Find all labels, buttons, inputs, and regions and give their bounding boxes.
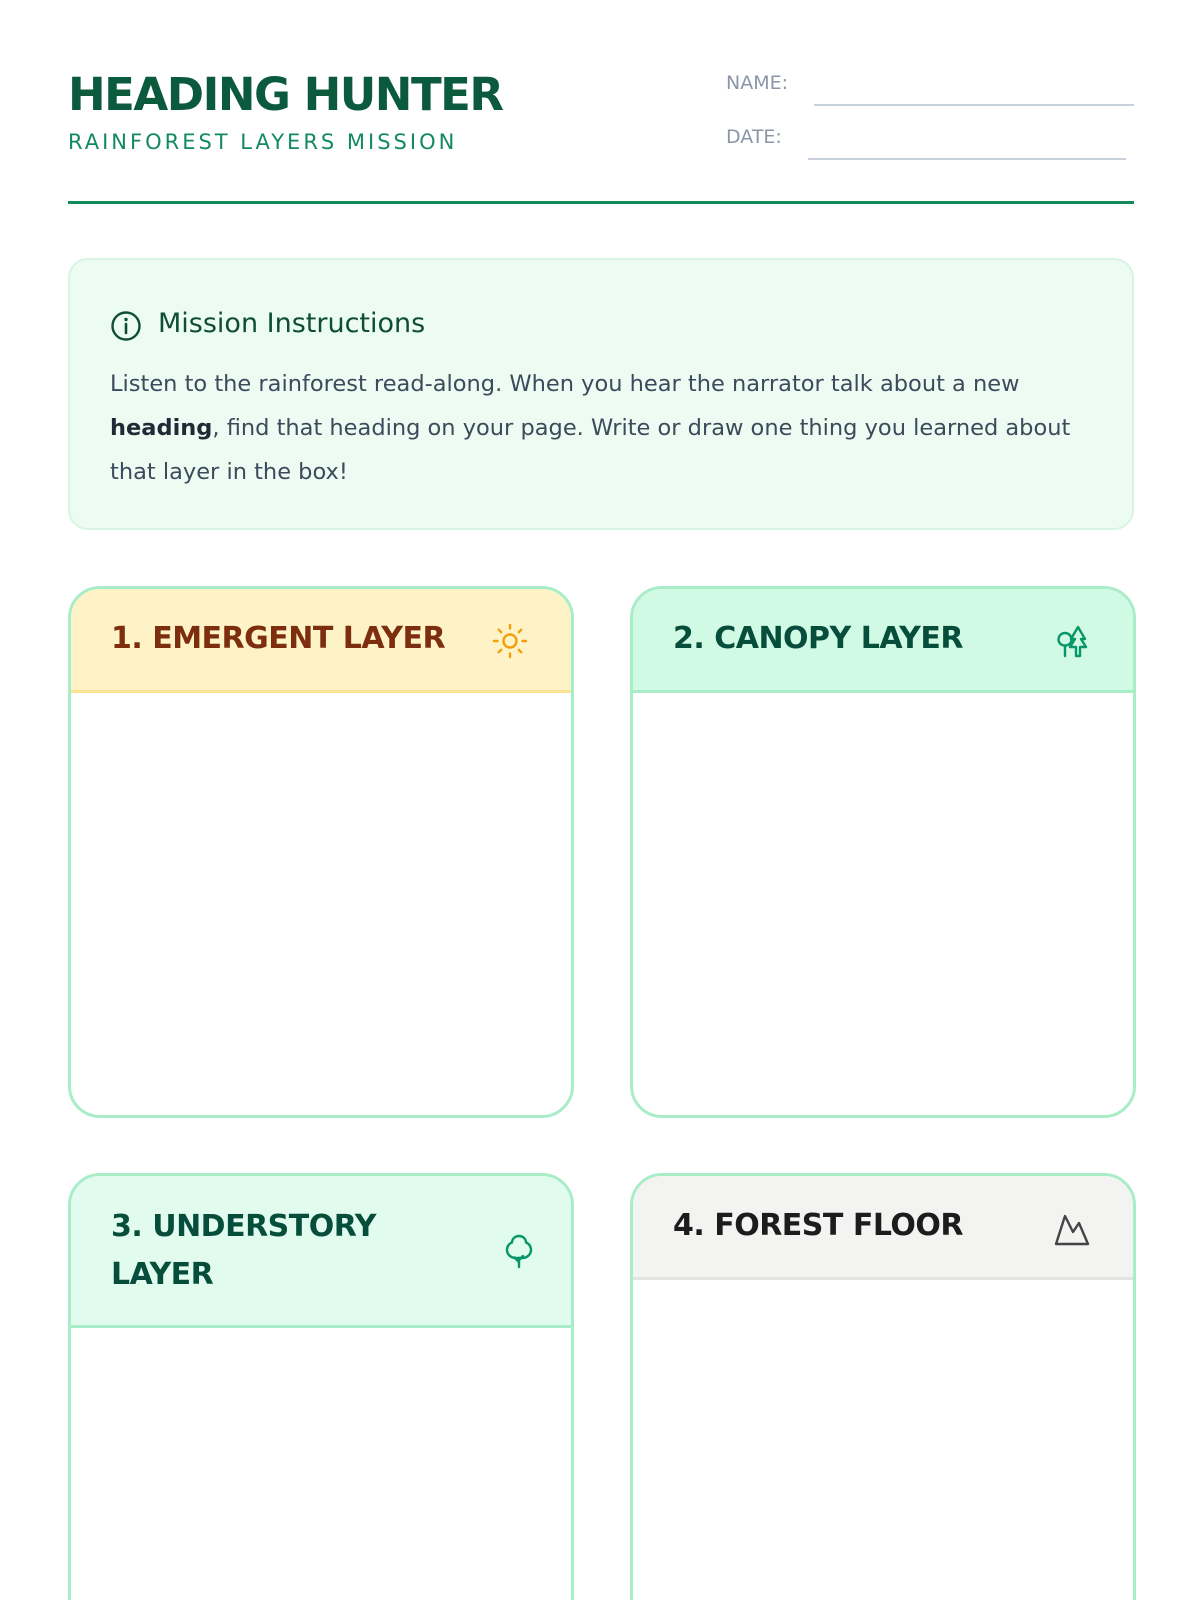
instructions-text-part: Listen to the rainforest read-along. When you hear the narrator talk about a new [110,371,1020,397]
date-label: DATE: [726,126,782,148]
layer-card-header [71,589,571,693]
answer-box-canopy[interactable] [633,696,1133,1115]
date-field[interactable] [808,158,1126,160]
worksheet-header [68,0,1134,205]
layer-card-header [633,1176,1133,1280]
layer-card-forest-floor [630,1173,1136,1600]
answer-box-understory[interactable] [71,1331,571,1600]
layer-card-header [633,589,1133,693]
header-divider [68,201,1134,204]
tree-icon [502,1233,536,1269]
instructions-text-part: , find that heading on your page. Write or draw one thing you learned about that layer in the box! [110,415,1071,485]
sun-icon [491,622,529,660]
page-subtitle: RAINFOREST LAYERS MISSION [68,130,458,154]
info-circle-icon [110,310,142,342]
name-label: NAME: [726,72,789,94]
layer-card-header [71,1176,571,1328]
layer-title: 3. UNDERSTORY LAYER [111,1209,376,1292]
instructions-title: Mission Instructions [158,308,426,339]
name-field[interactable] [814,104,1134,106]
instructions-panel [68,258,1134,530]
instructions-text [110,362,1100,494]
layer-title: 1. EMERGENT LAYER [111,621,446,656]
answer-box-forest-floor[interactable] [633,1283,1133,1600]
page-title: HEADING HUNTER [68,68,503,121]
instructions-keyword: heading [110,415,213,441]
mountain-icon [1053,1210,1091,1248]
layer-title: 2. CANOPY LAYER [673,621,963,656]
layer-card-understory [68,1173,574,1600]
layer-card-canopy [630,586,1136,1118]
layer-card-emergent [68,586,574,1118]
trees-icon [1053,623,1091,661]
answer-box-emergent[interactable] [71,696,571,1115]
layer-title: 4. FOREST FLOOR [673,1208,963,1243]
